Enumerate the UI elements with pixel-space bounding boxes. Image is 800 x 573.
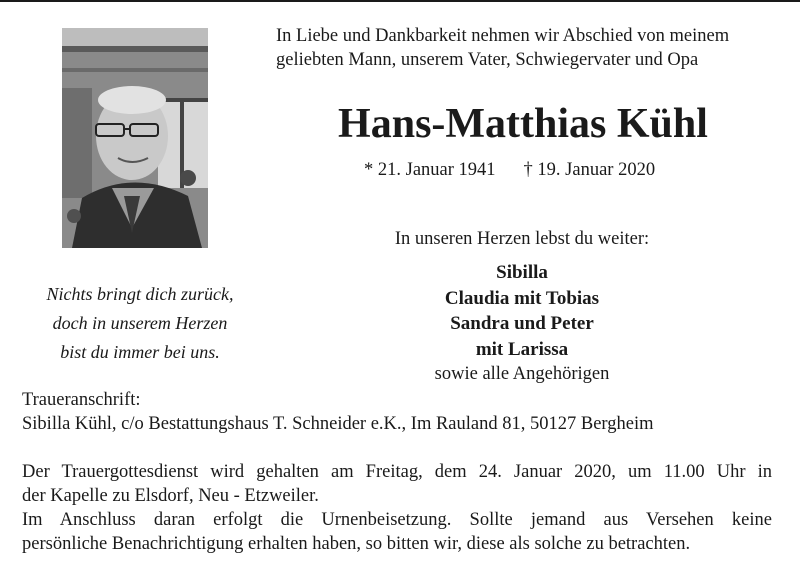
deceased-name: Hans-Matthias Kühl xyxy=(338,101,708,147)
birth-date: * 21. Januar 1941 xyxy=(364,160,496,180)
mourner-name: Claudia mit Tobias xyxy=(444,287,600,309)
memorial-verse xyxy=(20,280,260,367)
mourning-address xyxy=(22,388,782,436)
service-line: Im Anschluss daran erfolgt die Urnenbeisetzung. Sollte jemand aus Versehen keine xyxy=(22,510,772,530)
service-info xyxy=(22,460,772,556)
relatives-line: sowie alle Angehörigen xyxy=(434,364,610,384)
mourners-lead: In unseren Herzen lebst du weiter: xyxy=(394,229,650,249)
intro-line: geliebten Mann, unserem Vater, Schwiegervater und Opa xyxy=(276,50,699,70)
mourners-block xyxy=(322,226,722,386)
mourner-name: Sandra und Peter xyxy=(450,313,594,334)
death-date: † 19. Januar 2020 xyxy=(523,160,656,180)
verse-line: Nichts bringt dich zurück, xyxy=(46,284,234,304)
address-label: Traueranschrift: xyxy=(22,390,141,410)
mourner-name: Sibilla xyxy=(496,262,548,283)
intro-line: In Liebe und Dankbarkeit nehmen wir Abschied von meinem xyxy=(276,26,730,46)
address-text: Sibilla Kühl, c/o Bestattungshaus T. Schneider e.K., Im Rauland 81, 50127 Bergheim xyxy=(22,414,654,434)
verse-line: bist du immer bei uns. xyxy=(60,342,220,362)
service-line: persönliche Benachrichtigung erhalten haben, so bitten wir, diese als solche zu betrachten. xyxy=(22,534,691,554)
life-dates xyxy=(364,158,655,182)
mourner-name: mit Larissa xyxy=(475,338,569,360)
intro-text xyxy=(276,24,786,72)
portrait-photo xyxy=(62,28,208,248)
service-line: der Kapelle zu Elsdorf, Neu - Etzweiler. xyxy=(22,486,319,506)
service-line: Der Trauergottesdienst wird gehalten am Freitag, dem 24. Januar 2020, um 11.00 Uhr in xyxy=(22,462,772,482)
verse-line: doch in unserem Herzen xyxy=(52,313,228,333)
